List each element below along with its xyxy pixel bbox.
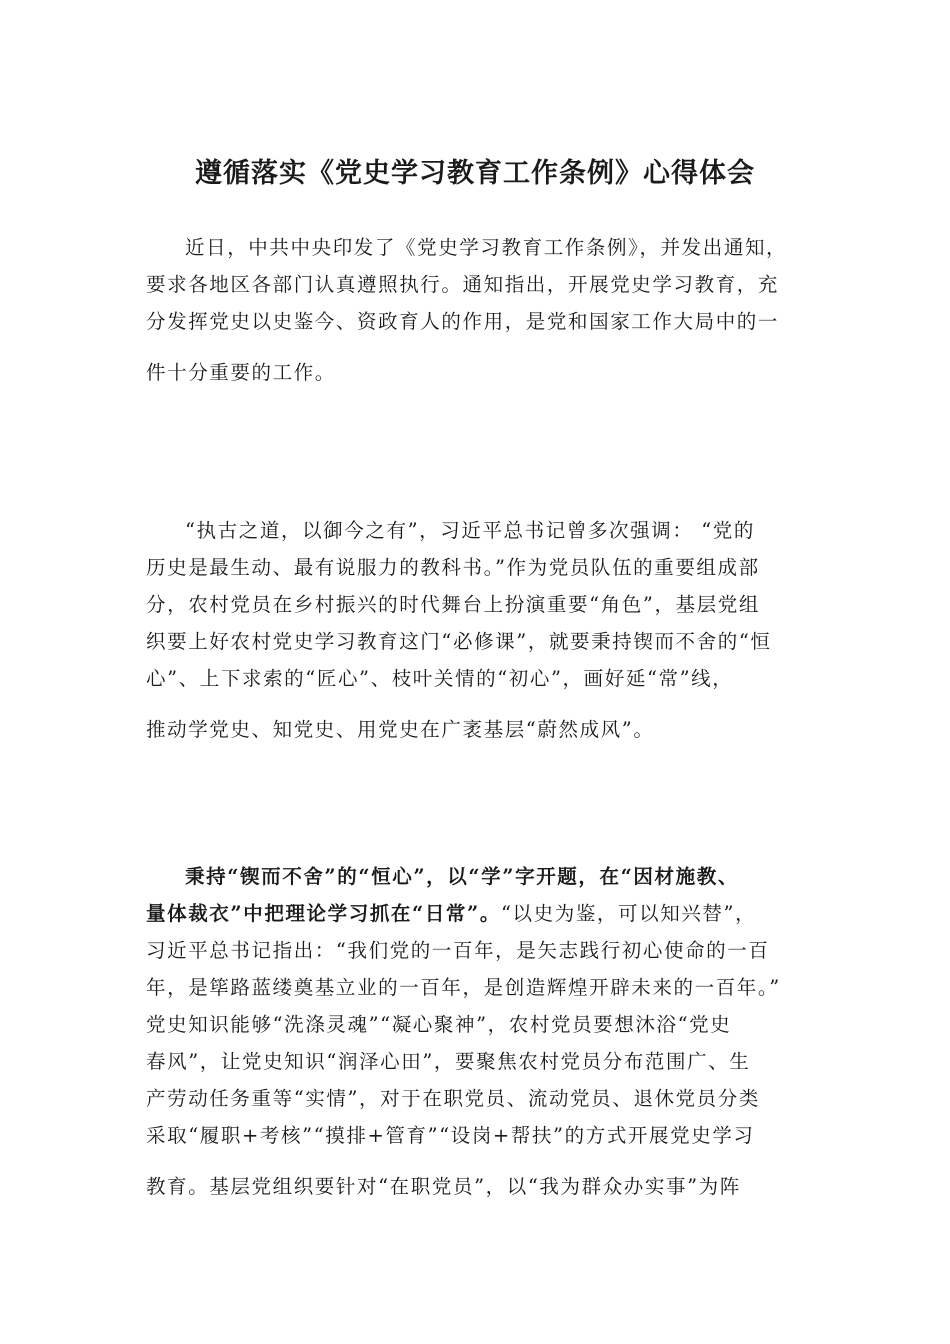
text-line: 推动学党史、知党史、用党史在广袤基层“蔚然成风”。	[146, 718, 655, 741]
text-line: 党史知识能够“洗涤灵魂”“凝心聚神”，农村党员要想沐浴“党史	[146, 1013, 732, 1036]
bold-heading-line: 秉持“锲而不舍”的“恒心”，以“学”字开题，在“因材施教、	[185, 865, 739, 888]
text-line: 习近平总书记指出：“我们党的一百年，是矢志践行初心使命的一百	[146, 939, 770, 962]
text-line: 历史是最生动、最有说服力的教科书。”作为党员队伍的重要组成部	[146, 556, 760, 579]
paragraph-3	[146, 858, 806, 1205]
text-line: 年，是筚路蓝缕奠基立业的一百年，是创造辉煌开辟未来的一百年。”	[146, 976, 781, 999]
text-segment: “以史为鉴，可以知兴替”，	[500, 902, 757, 925]
text-line: 近日，中共中央印发了《党史学习教育工作条例》，并发出通知，	[185, 236, 788, 259]
text-line: 采取“履职+考核”“摸排+管育”“设岗+帮扶”的方式开展党史学习	[146, 1124, 755, 1147]
text-line: 分发挥党史以史鉴今、资政育人的作用，是党和国家工作大局中的一	[146, 310, 780, 333]
text-line-mixed	[146, 895, 806, 932]
paragraph-2	[146, 512, 806, 748]
text-line: 要求各地区各部门认真遵照执行。通知指出，开展党史学习教育，充	[146, 273, 780, 296]
text-line: 分，农村党员在乡村振兴的时代舞台上扮演重要“角色”，基层党组	[146, 593, 760, 616]
paragraph-1	[146, 229, 806, 391]
document-title: 遵循落实《党史学习教育工作条例》心得体会	[195, 158, 755, 189]
text-line: 织要上好农村党史学习教育这门“必修课”，就要秉持锲而不舍的“恒	[146, 630, 772, 653]
text-line: 教育。基层党组织要针对“在职党员”，以“我为群众办实事”为阵	[146, 1175, 741, 1198]
text-line: 春风”，让党史知识“润泽心田”，要聚焦农村党员分布范围广、生	[146, 1050, 751, 1073]
text-line: 件十分重要的工作。	[146, 361, 336, 384]
bold-heading-text: 量体裁衣”中把理论学习抓在“日常”。	[146, 902, 501, 925]
text-line: 心”、上下求索的“匠心”、枝叶关情的“初心”，画好延“常”线，	[146, 667, 734, 690]
text-line: 产劳动任务重等“实情”，对于在职党员、流动党员、退休党员分类	[146, 1087, 760, 1110]
text-line: “执古之道，以御今之有”，习近平总书记曾多次强调： “党的	[185, 519, 756, 542]
